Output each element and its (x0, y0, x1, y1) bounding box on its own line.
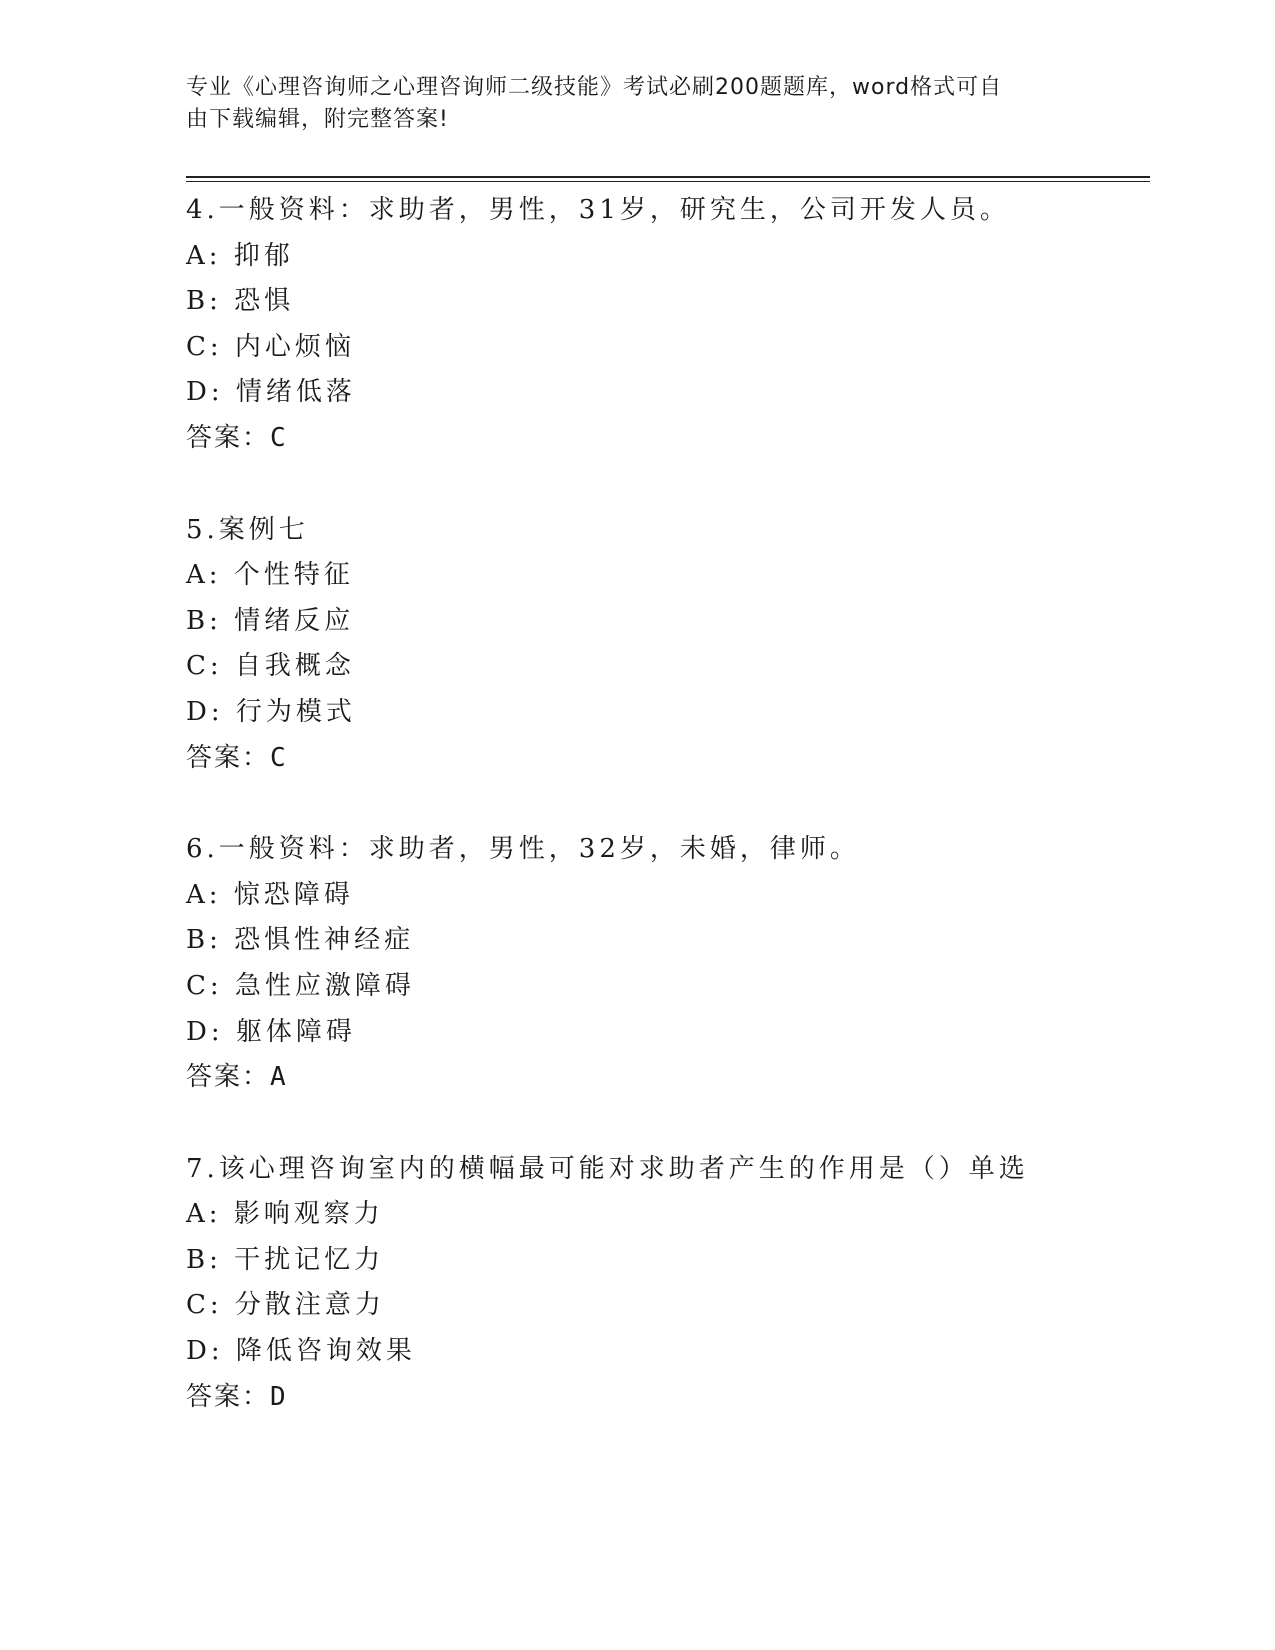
question-stem: 6.一般资料：求助者，男性，32岁，未婚，律师。 (186, 834, 860, 865)
document-header (186, 72, 1066, 136)
answer-line (186, 736, 1146, 782)
answer-value: C (270, 742, 288, 773)
question-6 (186, 827, 1146, 1101)
option-a: A: 惊恐障碍 (186, 879, 354, 910)
option-b: B: 情绪反应 (186, 605, 355, 636)
question-7 (186, 1147, 1146, 1421)
option-c: C: 急性应激障碍 (186, 970, 415, 1001)
header-line-2: 由下载编辑，附完整答案! (186, 107, 449, 132)
option-c: C: 自我概念 (186, 651, 355, 682)
option-d: D: 躯体障碍 (186, 1016, 356, 1047)
option-d: D: 行为模式 (186, 696, 356, 727)
question-5 (186, 508, 1146, 782)
question-stem: 4.一般资料：求助者，男性，31岁，研究生，公司开发人员。 (186, 195, 1010, 225)
option-a: A: 抑郁 (186, 240, 294, 271)
option-c: C: 分散注意力 (186, 1290, 385, 1321)
question-stem: 5.案例七 (186, 514, 309, 545)
option-c: C: 内心烦恼 (186, 331, 355, 362)
answer-label: 答案： (186, 422, 271, 453)
header-line-1: 专业《心理咨询师之心理咨询师二级技能》考试必刷200题题库，word格式可自 (186, 75, 1003, 100)
question-stem: 7.该心理咨询室内的横幅最可能对求助者产生的作用是（）单选 (186, 1153, 1029, 1184)
option-a: A: 影响观察力 (186, 1199, 384, 1230)
answer-label: 答案： (186, 1381, 271, 1412)
answer-line (186, 1375, 1146, 1421)
answer-label: 答案： (186, 742, 271, 773)
answer-label: 答案： (186, 1062, 271, 1093)
option-d: D: 情绪低落 (186, 377, 356, 408)
header-divider (186, 176, 1150, 182)
question-list (186, 188, 1146, 1466)
answer-value: A (270, 1062, 288, 1093)
option-b: B: 恐惧性神经症 (186, 925, 415, 956)
answer-line (186, 416, 1146, 462)
answer-value: D (270, 1381, 288, 1412)
answer-value: C (270, 422, 288, 453)
option-a: A: 个性特征 (186, 560, 354, 591)
option-b: B: 恐惧 (186, 286, 295, 317)
option-d: D: 降低咨询效果 (186, 1336, 416, 1367)
question-4 (186, 188, 1146, 462)
option-b: B: 干扰记忆力 (186, 1244, 385, 1275)
answer-line (186, 1055, 1146, 1101)
